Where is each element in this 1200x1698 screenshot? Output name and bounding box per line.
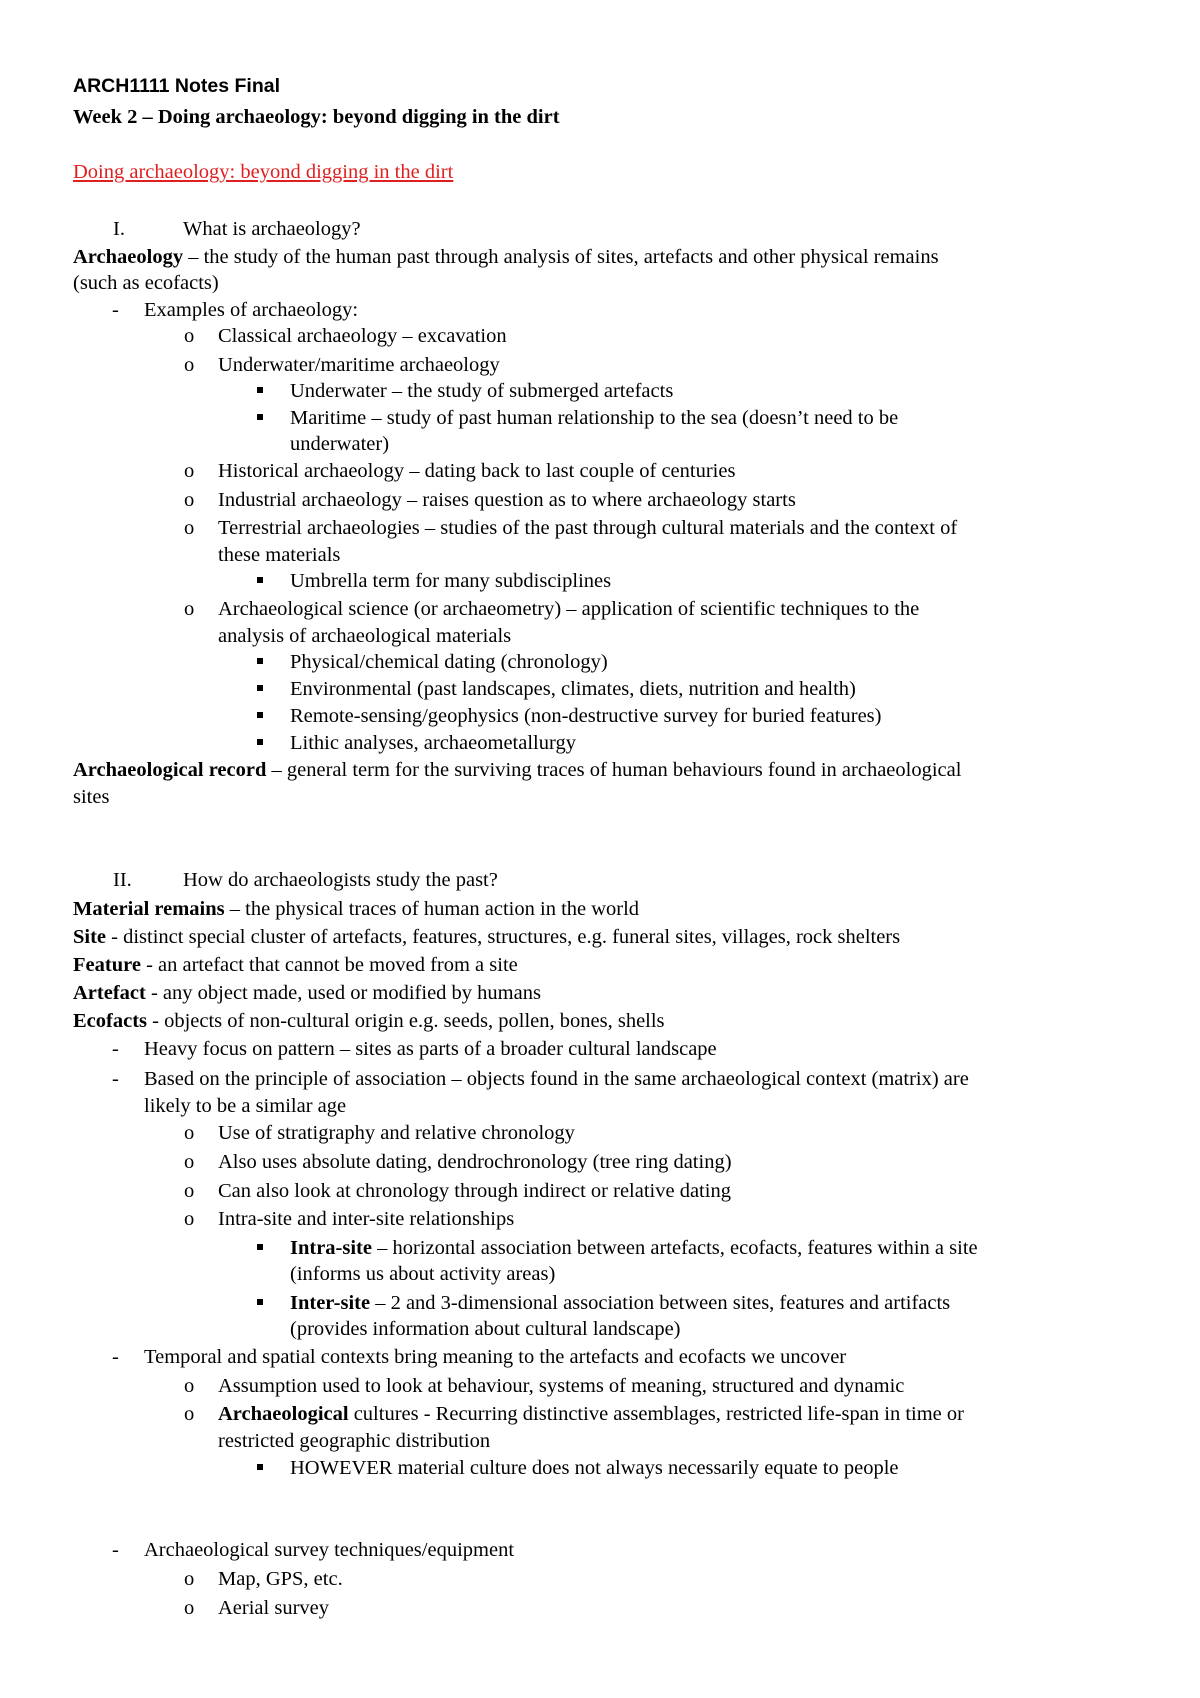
square-bullet (257, 414, 263, 420)
term: Feature (73, 954, 141, 976)
list-item: Remote-sensing/geophysics (non-destructive survey for buried features) (290, 705, 882, 727)
circle-bullet: o (184, 489, 195, 511)
definition-line (73, 244, 939, 270)
square-bullet (257, 658, 263, 664)
definition-line (73, 980, 541, 1006)
term: Inter-site (290, 1292, 371, 1314)
definition-line (73, 952, 518, 978)
square-bullet (257, 739, 263, 745)
square-bullet (257, 712, 263, 718)
list-item: Maritime – study of past human relationship to the sea (doesn’t need to be (290, 407, 899, 429)
term: Ecofacts (73, 1010, 148, 1032)
list-item-continuation: underwater) (290, 433, 390, 455)
circle-bullet: o (184, 598, 195, 620)
circle-bullet: o (184, 1208, 195, 1230)
circle-bullet: o (184, 1597, 195, 1619)
text-line: sites (73, 786, 110, 808)
definition: cultures - Recurring distinctive assemblages, restricted life-span in time or (348, 1403, 964, 1425)
definition: - objects of non-cultural origin e.g. seeds, pollen, bones, shells (147, 1010, 665, 1032)
list-item: Umbrella term for many subdisciplines (290, 570, 612, 592)
definition: – general term for the surviving traces of human behaviours found in archaeological (266, 759, 962, 781)
list-item-continuation: restricted geographic distribution (218, 1430, 491, 1452)
circle-bullet: o (184, 325, 195, 347)
list-item-continuation: these materials (218, 544, 341, 566)
list-item-continuation: likely to be a similar age (144, 1095, 347, 1117)
list-item: Physical/chemical dating (chronology) (290, 651, 608, 673)
term: Archaeological (218, 1403, 349, 1425)
square-bullet (257, 1464, 263, 1470)
list-item-continuation: (informs us about activity areas) (290, 1263, 556, 1285)
term: Archaeology (73, 246, 184, 268)
list-item: Terrestrial archaeologies – studies of the past through cultural materials and the context of (218, 517, 958, 539)
section-title: How do archaeologists study the past? (183, 869, 498, 891)
list-item: Map, GPS, etc. (218, 1568, 343, 1590)
list-item: Classical archaeology – excavation (218, 325, 507, 347)
term: Site (73, 926, 107, 948)
circle-bullet: o (184, 460, 195, 482)
definition-line (73, 924, 900, 950)
section-numeral: I. (113, 218, 125, 240)
list-item (290, 1235, 978, 1261)
definition: – horizontal association between artefacts, ecofacts, features within a site (371, 1237, 978, 1259)
section-numeral: II. (113, 869, 132, 891)
list-item: Lithic analyses, archaeometallurgy (290, 732, 576, 754)
section-heading-link[interactable]: Doing archaeology: beyond digging in the dirt (73, 161, 454, 183)
square-bullet (257, 1299, 263, 1305)
list-item (290, 1290, 950, 1316)
dash-bullet: - (112, 1038, 119, 1060)
list-item: Can also look at chronology through indirect or relative dating (218, 1180, 731, 1202)
list-item: Archaeological survey techniques/equipment (144, 1539, 515, 1561)
list-item: Industrial archaeology – raises question as to where archaeology starts (218, 489, 796, 511)
circle-bullet: o (184, 1122, 195, 1144)
definition: – the study of the human past through analysis of sites, artefacts and other physical remains (183, 246, 939, 268)
circle-bullet: o (184, 1568, 195, 1590)
list-item: Based on the principle of association – objects found in the same archaeological context (matrix) are (144, 1068, 969, 1090)
definition: – 2 and 3-dimensional association between sites, features and artifacts (370, 1292, 951, 1314)
course-title: ARCH1111 Notes Final (73, 75, 280, 97)
list-item: Heavy focus on pattern – sites as parts of a broader cultural landscape (144, 1038, 717, 1060)
circle-bullet: o (184, 354, 195, 376)
list-item: HOWEVER material culture does not always necessarily equate to people (290, 1457, 899, 1479)
term: Intra-site (290, 1237, 372, 1259)
list-item: Underwater/maritime archaeology (218, 354, 500, 376)
list-item: Also uses absolute dating, dendrochronology (tree ring dating) (218, 1151, 732, 1173)
text-line: (such as ecofacts) (73, 272, 219, 294)
list-item: Temporal and spatial contexts bring meaning to the artefacts and ecofacts we uncover (144, 1346, 847, 1368)
dash-bullet: - (112, 1068, 119, 1090)
dash-bullet: - (112, 1539, 119, 1561)
list-item-continuation: analysis of archaeological materials (218, 625, 512, 647)
square-bullet (257, 685, 263, 691)
definition: - distinct special cluster of artefacts, features, structures, e.g. funeral sites, villages, rock shelters (106, 926, 901, 948)
square-bullet (257, 387, 263, 393)
square-bullet (257, 577, 263, 583)
circle-bullet: o (184, 1403, 195, 1425)
circle-bullet: o (184, 1375, 195, 1397)
dash-bullet: - (112, 299, 119, 321)
definition-line (73, 757, 961, 783)
term: Material remains (73, 898, 225, 920)
list-item: Archaeological science (or archaeometry) – application of scientific techniques to the (218, 598, 920, 620)
circle-bullet: o (184, 517, 195, 539)
square-bullet (257, 1244, 263, 1250)
list-item-continuation: (provides information about cultural landscape) (290, 1318, 681, 1340)
list-item: Historical archaeology – dating back to last couple of centuries (218, 460, 736, 482)
circle-bullet: o (184, 1151, 195, 1173)
list-item: Underwater – the study of submerged artefacts (290, 380, 674, 402)
circle-bullet: o (184, 1180, 195, 1202)
term: Artefact (73, 982, 146, 1004)
list-item: Environmental (past landscapes, climates, diets, nutrition and health) (290, 678, 856, 700)
list-item: Intra-site and inter-site relationships (218, 1208, 515, 1230)
list-item: Aerial survey (218, 1597, 329, 1619)
list-item (218, 1401, 964, 1427)
list-item: Assumption used to look at behaviour, systems of meaning, structured and dynamic (218, 1375, 905, 1397)
section-title: What is archaeology? (183, 218, 361, 240)
definition-line (73, 896, 639, 922)
definition: - any object made, used or modified by humans (145, 982, 541, 1004)
definition: – the physical traces of human action in the world (224, 898, 640, 920)
week-title: Week 2 – Doing archaeology: beyond digging in the dirt (73, 106, 560, 128)
term: Archaeological record (73, 759, 267, 781)
list-item: Use of stratigraphy and relative chronology (218, 1122, 575, 1144)
definition-line (73, 1008, 665, 1034)
definition: - an artefact that cannot be moved from a site (140, 954, 518, 976)
dash-bullet: - (112, 1346, 119, 1368)
list-item: Examples of archaeology: (144, 299, 359, 321)
